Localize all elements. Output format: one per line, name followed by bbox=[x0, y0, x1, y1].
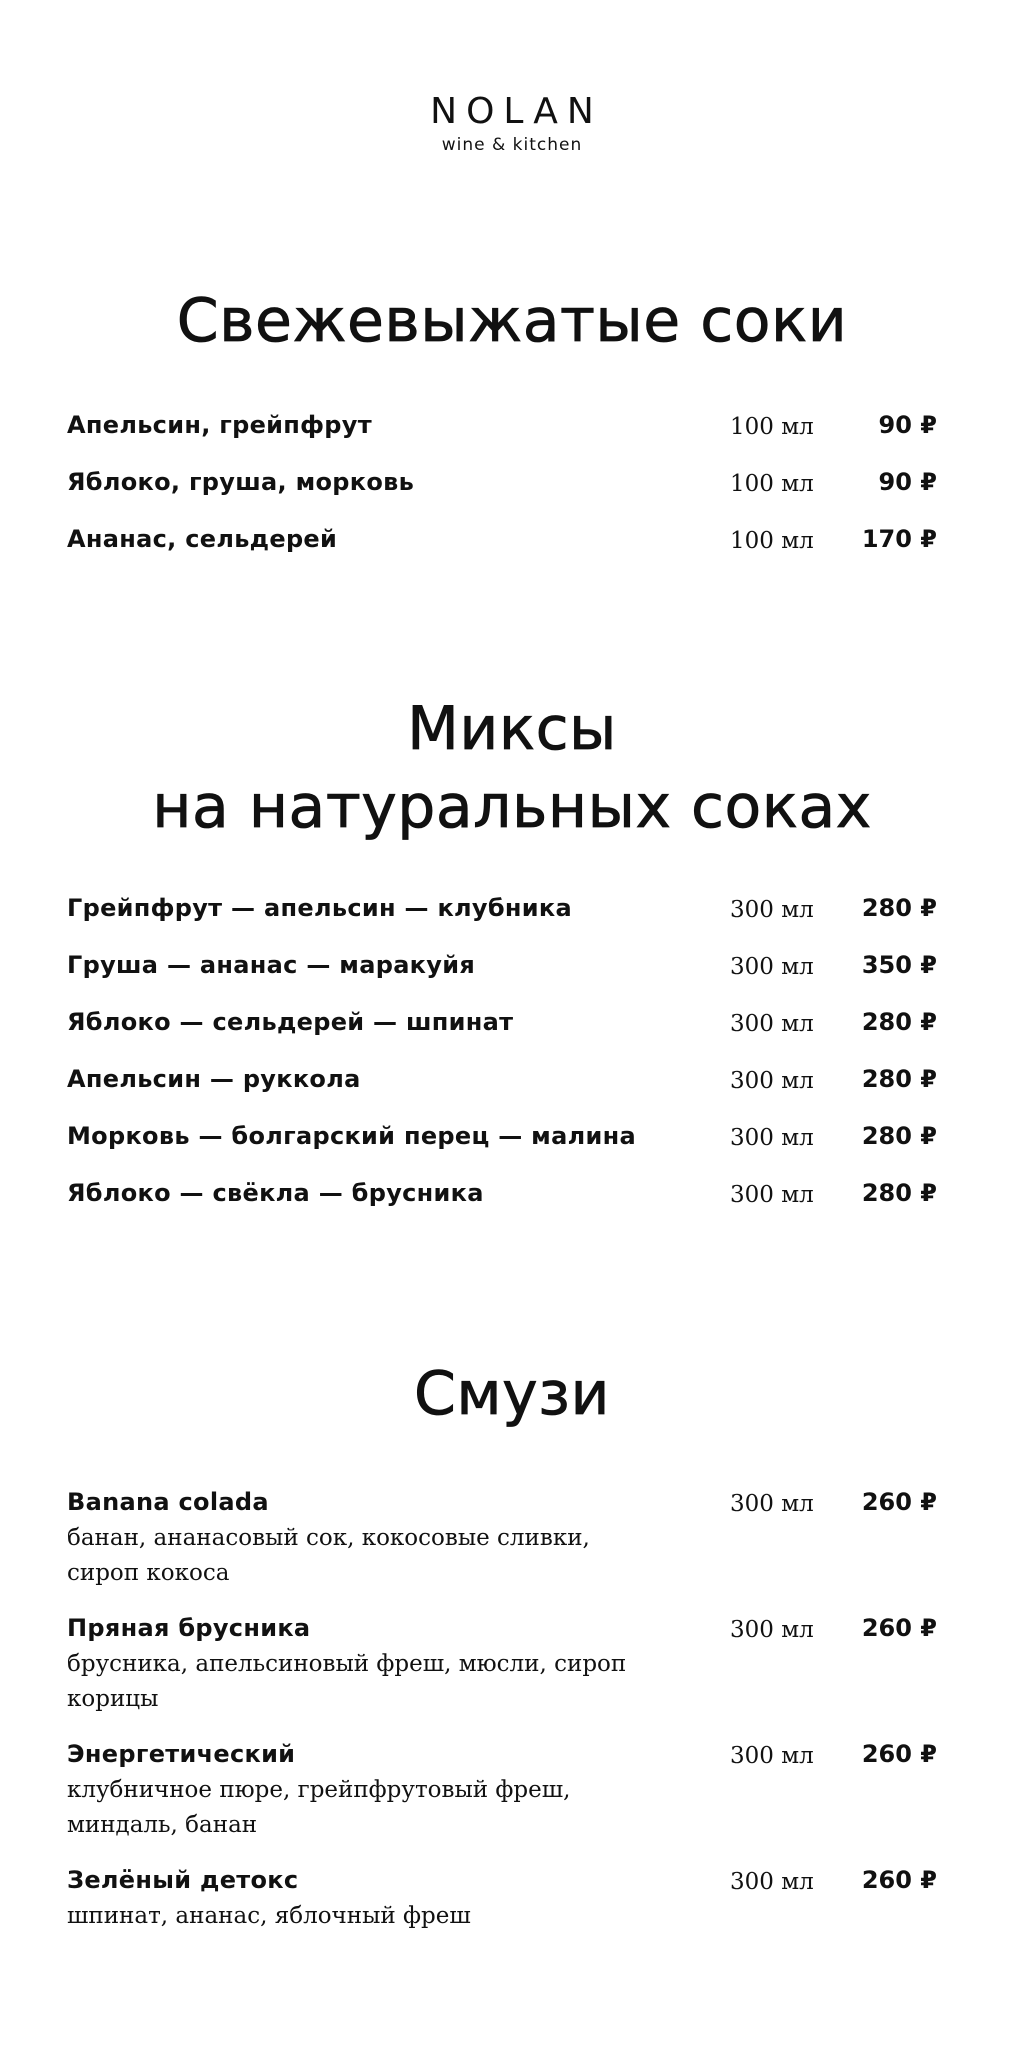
menu-item bbox=[67, 1865, 937, 1991]
fresh-juices-list bbox=[67, 410, 937, 581]
menu-item bbox=[67, 1613, 937, 1739]
item-volume: 300 мл bbox=[730, 954, 814, 980]
menu-item bbox=[67, 1487, 937, 1613]
item-volume: 300 мл bbox=[730, 1491, 814, 1517]
item-name: Пряная брусника bbox=[67, 1614, 311, 1642]
menu-item bbox=[67, 1007, 937, 1064]
menu-item bbox=[67, 1178, 937, 1235]
item-description: банан, ананасовый сок, кокосовые сливки, сироп кокоса bbox=[67, 1525, 590, 1586]
item-price: 280 ₽ bbox=[861, 1065, 937, 1093]
item-price: 280 ₽ bbox=[861, 1179, 937, 1207]
menu-item bbox=[67, 1739, 937, 1865]
item-name: Морковь — болгарский перец — малина bbox=[67, 1122, 636, 1150]
item-price: 280 ₽ bbox=[861, 1008, 937, 1036]
section-title-mixes bbox=[0, 690, 1024, 846]
section-title-line: Свежевыжатые соки bbox=[176, 286, 848, 356]
item-name: Яблоко, груша, морковь bbox=[67, 468, 415, 496]
item-name: Ананас, сельдерей bbox=[67, 525, 338, 553]
item-name: Апельсин — руккола bbox=[67, 1065, 361, 1093]
item-price: 260 ₽ bbox=[861, 1488, 937, 1516]
item-volume: 300 мл bbox=[730, 897, 814, 923]
item-volume: 100 мл bbox=[730, 471, 814, 497]
menu-item bbox=[67, 467, 937, 524]
item-volume: 300 мл bbox=[730, 1617, 814, 1643]
section-title-line: Миксы bbox=[407, 694, 617, 764]
item-name: Груша — ананас — маракуйя bbox=[67, 951, 476, 979]
logo bbox=[0, 92, 1024, 156]
mixes-list bbox=[67, 893, 937, 1235]
item-volume: 300 мл bbox=[730, 1869, 814, 1895]
smoothies-list bbox=[67, 1487, 937, 1991]
item-name: Яблоко — сельдерей — шпинат bbox=[67, 1008, 514, 1036]
item-price: 350 ₽ bbox=[861, 951, 937, 979]
menu-item bbox=[67, 1064, 937, 1121]
item-name: Грейпфрут — апельсин — клубника bbox=[67, 894, 573, 922]
item-price: 260 ₽ bbox=[861, 1614, 937, 1642]
item-volume: 300 мл bbox=[730, 1011, 814, 1037]
section-title-smoothies bbox=[0, 1355, 1024, 1433]
item-name: Яблоко — свёкла — брусника bbox=[67, 1179, 484, 1207]
item-price: 260 ₽ bbox=[861, 1740, 937, 1768]
item-price: 260 ₽ bbox=[861, 1866, 937, 1894]
item-volume: 100 мл bbox=[730, 414, 814, 440]
menu-item bbox=[67, 410, 937, 467]
item-price: 280 ₽ bbox=[861, 1122, 937, 1150]
menu-item bbox=[67, 950, 937, 1007]
item-name: Энергетический bbox=[67, 1740, 296, 1768]
item-price: 90 ₽ bbox=[878, 468, 937, 496]
item-volume: 100 мл bbox=[730, 528, 814, 554]
item-name: Banana colada bbox=[67, 1488, 269, 1516]
item-volume: 300 мл bbox=[730, 1743, 814, 1769]
item-volume: 300 мл bbox=[730, 1182, 814, 1208]
item-volume: 300 мл bbox=[730, 1125, 814, 1151]
logo-name: NOLAN bbox=[430, 91, 603, 132]
item-price: 280 ₽ bbox=[861, 894, 937, 922]
item-name: Апельсин, грейпфрут bbox=[67, 411, 372, 439]
item-price: 90 ₽ bbox=[878, 411, 937, 439]
menu-item bbox=[67, 524, 937, 581]
item-description: шпинат, ананас, яблочный фреш bbox=[67, 1903, 471, 1929]
section-title-line: Смузи bbox=[413, 1359, 611, 1429]
item-name: Зелёный детокс bbox=[67, 1866, 299, 1894]
item-volume: 300 мл bbox=[730, 1068, 814, 1094]
menu-item bbox=[67, 893, 937, 950]
section-title-fresh-juices bbox=[0, 282, 1024, 360]
item-description: клубничное пюре, грейпфрутовый фреш, миндаль, банан bbox=[67, 1777, 571, 1838]
section-title-line: на натуральных соках bbox=[152, 772, 872, 842]
menu-item bbox=[67, 1121, 937, 1178]
item-price: 170 ₽ bbox=[861, 525, 937, 553]
logo-subtitle: wine & kitchen bbox=[441, 135, 583, 155]
item-description: брусника, апельсиновый фреш, мюсли, сироп корицы bbox=[67, 1651, 627, 1712]
